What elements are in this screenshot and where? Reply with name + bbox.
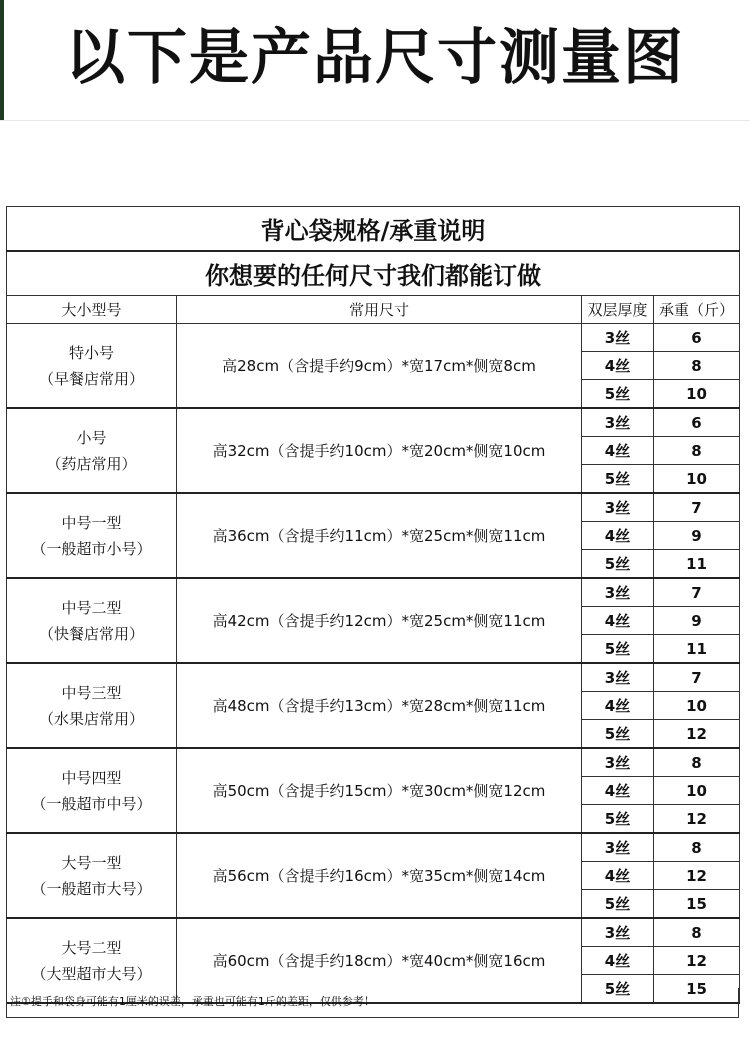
layer-cell: 5丝 [582,465,654,494]
model-usage: （早餐店常用） [38,369,144,388]
model-usage: （一般超市中号） [31,794,152,813]
model-usage: （大型超市大号） [31,964,152,983]
size-cell: 高56cm（含提手约16cm）*宽35cm*侧宽14cm [177,833,582,918]
layer-cell: 5丝 [582,975,654,1004]
layer-cell: 3丝 [582,663,654,692]
layer-cell: 4丝 [582,352,654,380]
model-cell [7,408,177,493]
model-cell [7,833,177,918]
load-cell: 6 [654,408,740,437]
load-cell: 11 [654,635,740,664]
column-header-load: 承重（斤） [654,296,740,324]
column-header-layer: 双层厚度 [582,296,654,324]
layer-cell: 4丝 [582,777,654,805]
load-cell: 12 [654,805,740,834]
size-cell: 高28cm（含提手约9cm）*宽17cm*侧宽8cm [177,324,582,409]
size-cell: 高50cm（含提手约15cm）*宽30cm*侧宽12cm [177,748,582,833]
load-cell: 7 [654,663,740,692]
load-cell: 10 [654,380,740,409]
load-cell: 8 [654,748,740,777]
layer-cell: 3丝 [582,493,654,522]
model-name: 大号一型 [61,853,122,872]
model-cell [7,748,177,833]
load-cell: 10 [654,465,740,494]
table-row [7,833,740,862]
model-name: 中号三型 [61,683,122,702]
size-cell: 高32cm（含提手约10cm）*宽20cm*侧宽10cm [177,408,582,493]
layer-cell: 3丝 [582,833,654,862]
load-cell: 12 [654,720,740,749]
model-name: 中号四型 [61,768,122,787]
load-cell: 15 [654,890,740,919]
page-title: 以下是产品尺寸测量图 [65,23,685,93]
model-usage: （一般超市大号） [31,879,152,898]
layer-cell: 3丝 [582,918,654,947]
model-name: 中号一型 [61,513,122,532]
size-cell: 高42cm（含提手约12cm）*宽25cm*侧宽11cm [177,578,582,663]
table-row [7,748,740,777]
model-cell [7,493,177,578]
table-row [7,578,740,607]
layer-cell: 5丝 [582,720,654,749]
size-cell: 高48cm（含提手约13cm）*宽28cm*侧宽11cm [177,663,582,748]
model-name: 小号 [76,428,107,447]
layer-cell: 3丝 [582,748,654,777]
layer-cell: 4丝 [582,522,654,550]
layer-cell: 5丝 [582,635,654,664]
footnote: 注①提手和袋身可能有1厘米的误差，承重也可能有1斤的差距，仅供参考！ [6,988,739,1018]
table-row [7,663,740,692]
column-header-model: 大小型号 [7,296,177,324]
model-cell [7,663,177,748]
table-row [7,408,740,437]
load-cell: 9 [654,522,740,550]
model-name: 特小号 [68,343,114,362]
load-cell: 10 [654,777,740,805]
model-usage: （一般超市小号） [31,539,152,558]
model-usage: （水果店常用） [38,709,144,728]
model-usage: （快餐店常用） [38,624,144,643]
model-cell [7,324,177,409]
column-header-size: 常用尺寸 [177,296,582,324]
layer-cell: 5丝 [582,890,654,919]
table-subtitle: 你想要的任何尺寸我们都能订做 [7,251,740,296]
model-cell [7,578,177,663]
load-cell: 9 [654,607,740,635]
layer-cell: 5丝 [582,380,654,409]
table-header-row [7,296,740,324]
table-row [7,918,740,947]
layer-cell: 5丝 [582,550,654,579]
page-header [0,0,750,121]
table-row [7,324,740,352]
load-cell: 8 [654,437,740,465]
load-cell: 8 [654,352,740,380]
layer-cell: 3丝 [582,324,654,352]
load-cell: 15 [654,975,740,1004]
load-cell: 11 [654,550,740,579]
layer-cell: 4丝 [582,437,654,465]
spec-table [6,206,740,1004]
load-cell: 6 [654,324,740,352]
load-cell: 8 [654,918,740,947]
size-cell: 高36cm（含提手约11cm）*宽25cm*侧宽11cm [177,493,582,578]
layer-cell: 4丝 [582,692,654,720]
layer-cell: 3丝 [582,408,654,437]
layer-cell: 4丝 [582,862,654,890]
layer-cell: 3丝 [582,578,654,607]
layer-cell: 5丝 [582,805,654,834]
model-name: 中号二型 [61,598,122,617]
load-cell: 7 [654,493,740,522]
layer-cell: 4丝 [582,947,654,975]
load-cell: 7 [654,578,740,607]
load-cell: 10 [654,692,740,720]
model-name: 大号二型 [61,938,122,957]
table-row [7,493,740,522]
table-title: 背心袋规格/承重说明 [7,207,740,252]
size-cell: 高60cm（含提手约18cm）*宽40cm*侧宽16cm [177,918,582,1003]
load-cell: 12 [654,862,740,890]
layer-cell: 4丝 [582,607,654,635]
load-cell: 12 [654,947,740,975]
model-usage: （药店常用） [46,454,137,473]
load-cell: 8 [654,833,740,862]
